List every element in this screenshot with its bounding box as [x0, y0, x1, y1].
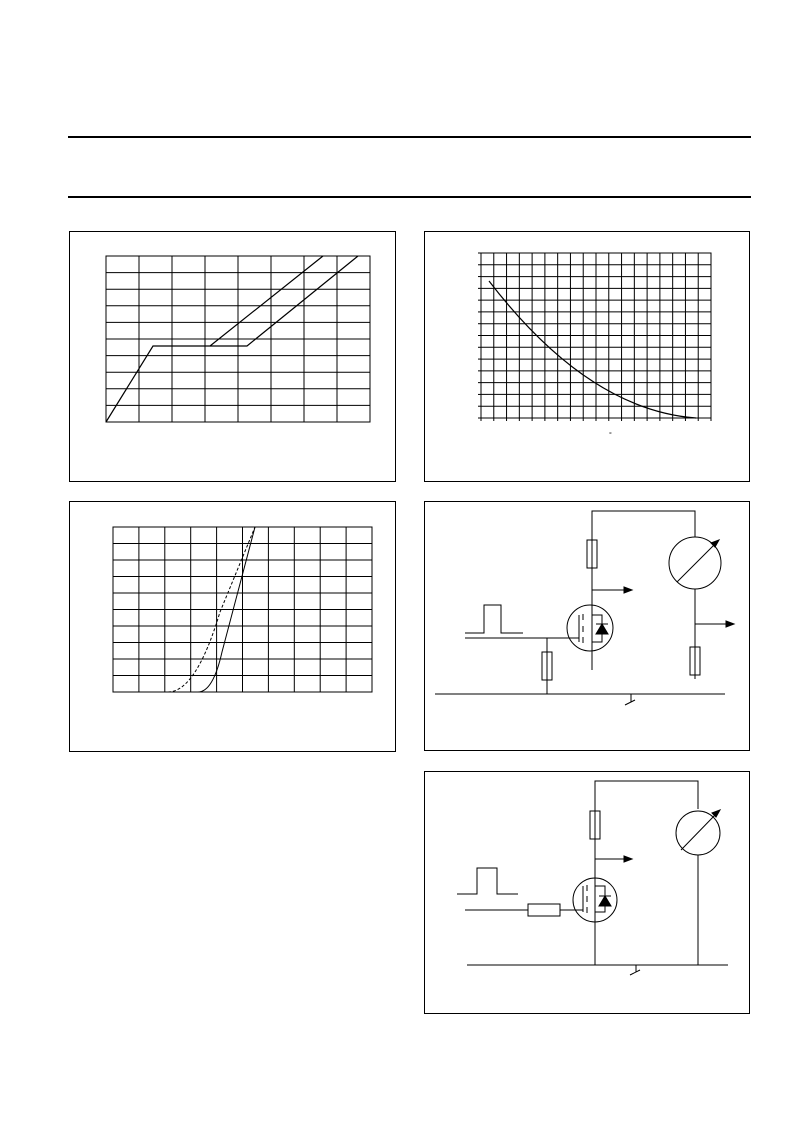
figure-5-input-pulse — [457, 868, 518, 894]
figure-5-circuit — [425, 772, 751, 1015]
figure-4-ammeter-needle-head — [711, 540, 719, 547]
figure-2-chart — [425, 232, 751, 483]
figure-2-grid — [478, 253, 711, 421]
figure-4-mosfet — [567, 605, 613, 651]
figure-1-chart — [70, 232, 397, 483]
figure-2-panel — [424, 231, 750, 482]
figure-4-drain-arrowhead — [624, 587, 632, 593]
figure-5-ammeter-needle-head — [712, 810, 720, 817]
figure-5-drain-arrowhead — [624, 856, 632, 862]
figure-4-input-pulse — [465, 605, 523, 633]
figure-1-curve-b — [210, 256, 358, 346]
figure-4-panel — [424, 501, 750, 751]
figure-2-derating-curve — [489, 281, 696, 418]
figure-5-panel — [424, 771, 750, 1014]
figure-5-ground-tick — [630, 970, 640, 975]
header-rule-top — [68, 136, 751, 138]
figure-4-circuit — [425, 502, 751, 752]
figure-2-axis-note: ° — [609, 432, 612, 439]
figure-3-grid — [113, 527, 372, 692]
header-rule-bottom — [68, 196, 751, 198]
figure-1-panel — [69, 231, 396, 482]
figure-3-chart — [70, 502, 397, 753]
figure-4-ammeter-needle — [677, 544, 715, 582]
figure-1-grid — [106, 256, 370, 422]
figure-3-panel — [69, 501, 396, 752]
figure-5-body-diode — [599, 896, 611, 906]
figure-4-output-arrowhead — [726, 621, 734, 627]
figure-5-gate-resistor — [528, 904, 560, 916]
figure-5-top-rail — [595, 781, 698, 965]
figure-4-body-diode — [596, 624, 608, 634]
figure-4-ground-tick — [625, 700, 635, 705]
figure-5-ammeter-needle — [681, 814, 716, 850]
